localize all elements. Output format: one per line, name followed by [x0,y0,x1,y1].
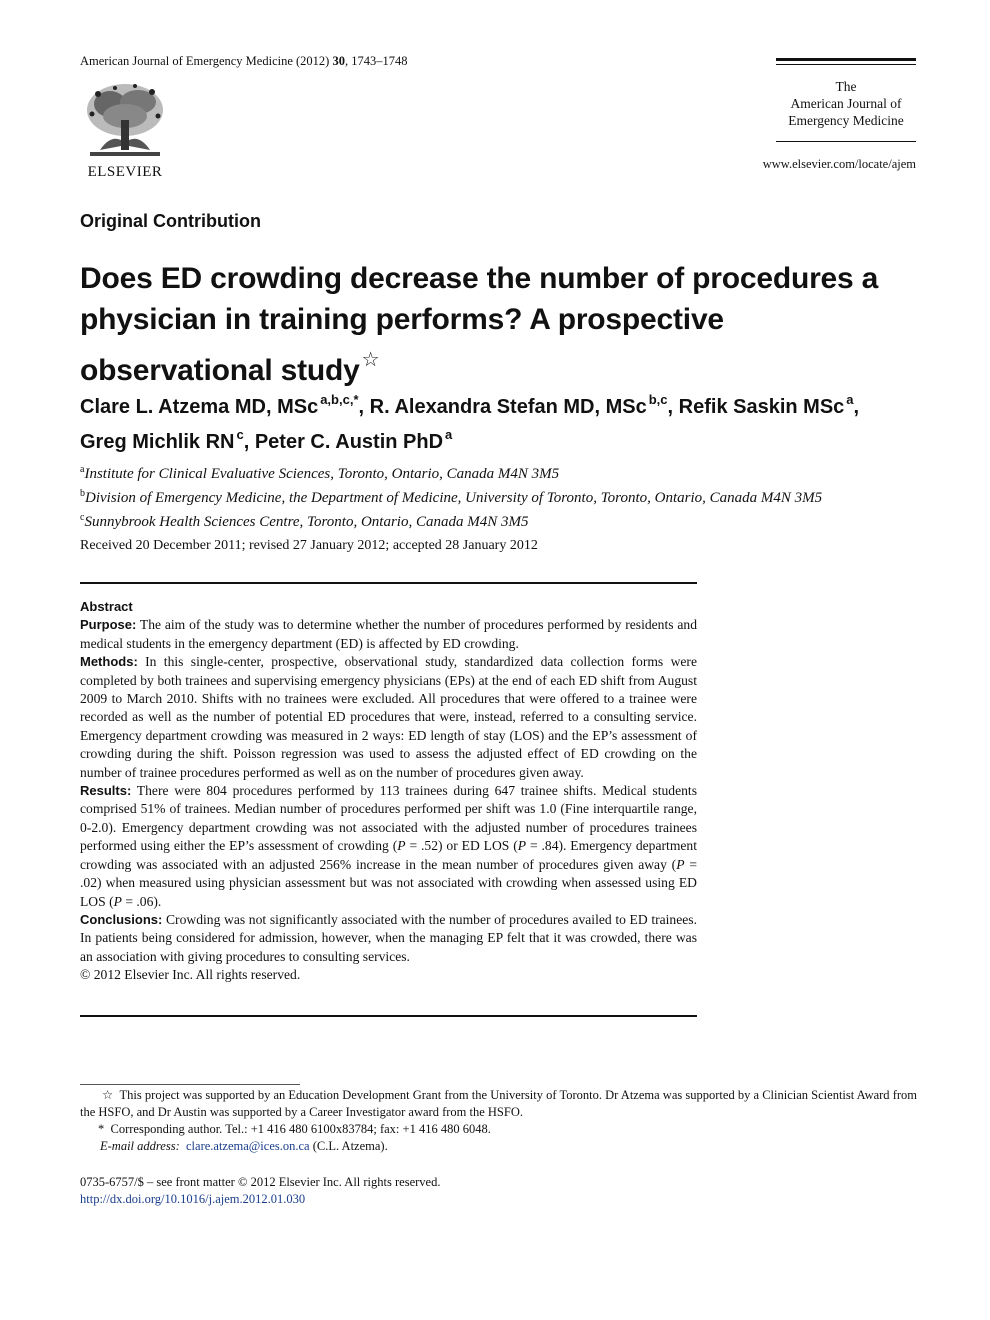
author-affiliation-marks[interactable]: a [846,392,854,407]
abstract-label: Conclusions: [80,911,163,927]
author-name: Greg Michlik RN [80,431,235,453]
email-label: E-mail address: [100,1139,180,1153]
journal-name-line: Emergency Medicine [788,113,904,128]
abstract-label: Results: [80,783,132,799]
affiliation-text: Institute for Clinical Evaluative Sciences, Toronto, Ontario, Canada M4N 3M5 [84,466,560,482]
elsevier-wordmark: ELSEVIER [87,164,163,180]
email-link[interactable]: clare.atzema@ices.on.ca [186,1139,310,1153]
author-name: Clare L. Atzema MD, MSc [80,396,319,418]
abstract-copyright: © 2012 Elsevier Inc. All rights reserved. [80,967,301,983]
citation-pages: , 1743–1748 [344,54,408,68]
article-type: Original Contribution [80,211,261,231]
author-list: Clare L. Atzema MD, MSc $^{a,b,c,*}$, R. Alexandra Stefan MD, MSc $^{b,c}$, Refik Saskin MSc $^a$, Greg Michlik RN $^c$, Peter C. Austin PhD $^a$ [80,392,860,453]
affiliation-text: Sunnybrook Health Sciences Centre, Toronto, Ontario, Canada M4N 3M5 [84,514,529,530]
article-dates: Received 20 December 2011; revised 27 January 2012; accepted 28 January 2012 [80,538,538,553]
funding-footnote: ☆ This project was supported by an Education Development Grant from the University of Toronto. Dr Atzema was supported by a Clinician Scientist Award from the HSFO, and Dr Austin was supported by a Career Investigator award from the HSFO. [80,1088,918,1119]
affiliation-item [80,484,930,508]
affiliation-item [80,460,930,484]
abstract-results: Results: There were 804 procedures performed by 113 trainees during 647 trainee shifts. Medical students comprised 51% of trainees. Median number of procedures performed per shift was 1.0 (Fine interquartile range, 0-2.0). Emergency department crowding was not associated with the adjusted number of procedures trainees performed using either the EP’s assessment of crowding (P = .52) or ED LOS (P = .84). Emergency department crowding was associated with an adjusted 256% increase in the mean number of procedures given away (P = .02) when measured using physician assessment but was not associated with crowding when assessed using ED LOS (P = .06). [80,783,697,909]
journal-name [776,78,916,129]
affiliation-mark: b [80,488,85,499]
abstract-conclusions: Conclusions: Crowding was not significantly associated with the number of procedures availed to ED trainees. In patients being considered for admission, however, when the managing EP felt that it was crowded, there was an association with giving procedures to consulting services. [80,911,697,964]
footnotes [80,1087,917,1155]
doi-link[interactable]: http://dx.doi.org/10.1016/j.ajem.2012.01.030 [80,1192,306,1206]
title-footnote-star-icon[interactable]: ☆ [361,349,380,371]
abstract-methods: Methods: In this single-center, prospective, observational study, standardized data collection forms were completed by both trainees and supervising emergency physicians (EPs) at the end of each ED shift from August 2009 to March 2010. Shifts with no trainees were excluded. All procedures that were offered to a trainee were recorded as well as the number of potential ED procedures that were, instead, referred to a consulting service. Emergency department crowding was measured in 2 ways: ED length of stay (LOS) and the EP’s assessment of crowding during the shift. Poisson regression was used to assess the adjusted effect of ED crowding on the number of trainee procedures performed as well as on the number of procedures given away. [80,654,697,780]
affiliation-text: Division of Emergency Medicine, the Department of Medicine, University of Toronto, Toronto, Ontario, Canada M4N 3M5 [85,490,823,506]
corresponding-symbol: * [98,1122,105,1136]
author-name: R. Alexandra Stefan MD, MSc [369,396,647,418]
article-title-text: Does ED crowding decrease the number of procedures a physician in training performs? A prospective observational study [80,262,879,387]
affiliation-mark: c [80,512,85,523]
abstract-section [80,598,697,985]
elsevier-logo [80,80,170,180]
abstract-rule-top [80,582,697,584]
footnote-star-icon: ☆ [102,1088,114,1102]
elsevier-tree-icon [80,80,170,160]
author-affiliation-marks[interactable]: a,b,c,* [320,392,359,407]
citation-volume: 30 [332,54,345,68]
front-matter-info [80,1174,440,1208]
email-footnote: E-mail address: clare.atzema@ices.on.ca (C.L. Atzema). [100,1139,388,1153]
journal-rule [776,141,916,142]
author-affiliation-marks[interactable]: c [236,427,244,442]
abstract-rule-bottom [80,1015,697,1017]
corresponding-footnote: * Corresponding author. Tel.: +1 416 480 6100x83784; fax: +1 416 480 6048. [98,1122,491,1136]
citation-text: American Journal of Emergency Medicine (2012) [80,54,333,68]
author-name: Refik Saskin MSc [678,396,845,418]
journal-rule [776,64,916,65]
abstract-label: Methods: [80,654,138,670]
journal-url[interactable]: www.elsevier.com/locate/ajem [762,157,916,171]
abstract-heading: Abstract [80,599,133,614]
abstract-label: Purpose: [80,617,137,633]
affiliation-list [80,460,930,532]
author-affiliation-marks[interactable]: a [445,427,453,442]
affiliation-mark: a [80,464,85,475]
author-name: Peter C. Austin PhD [254,431,444,453]
abstract-purpose: Purpose: The aim of the study was to determine whether the number of procedures performed by residents and medical students in the emergency department (ED) is affected by ED crowding. [80,617,697,651]
issn-line: 0735-6757/$ – see front matter © 2012 Elsevier Inc. All rights reserved. [80,1175,441,1189]
journal-rule [776,58,916,61]
journal-citation [80,54,407,69]
journal-name-line: American Journal of [790,96,902,111]
footnote-rule [80,1084,300,1085]
author-affiliation-marks[interactable]: b,c [648,392,668,407]
article-title [80,258,920,391]
affiliation-item [80,508,930,532]
journal-name-line: The [835,79,857,94]
